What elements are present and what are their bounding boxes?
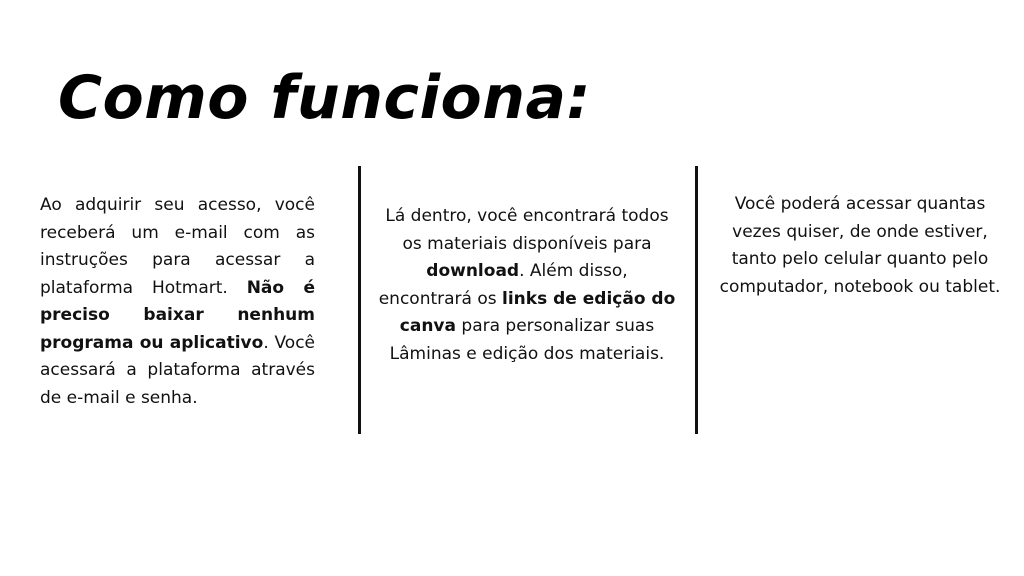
step-materials-text	[378, 203, 676, 368]
column-divider-right	[695, 166, 698, 434]
step-access-login: . Você acessará a plataforma através de e-mail e senha.	[40, 332, 316, 408]
step-materials-canva-links: links de edição do canva	[399, 288, 676, 336]
step-anywhere-body: Você poderá acessar quantas vezes quiser, de onde estiver, tanto pelo celular quanto pelo computador, notebook ou tablet.	[719, 194, 1001, 297]
step-access-intro: Ao adquirir seu acesso, você receberá um e-mail com as instruções para acessar a plataforma Hotmart.	[40, 195, 315, 298]
page-title: Como funciona:	[58, 63, 591, 133]
step-access-text	[40, 192, 315, 412]
step-anywhere-text	[714, 191, 1006, 301]
step-access-no-install: Não é preciso baixar nenhum programa ou aplicativo	[40, 277, 315, 353]
step-materials-personalize: para personalizar suas Lâminas e edição dos materiais.	[389, 316, 665, 364]
step-materials-intro: Lá dentro, você encontrará todos os materiais disponíveis para	[385, 206, 669, 254]
step-materials-besides: . Além disso, encontrará os	[378, 261, 628, 309]
column-divider-left	[358, 166, 361, 434]
step-materials-download: download	[426, 261, 520, 281]
